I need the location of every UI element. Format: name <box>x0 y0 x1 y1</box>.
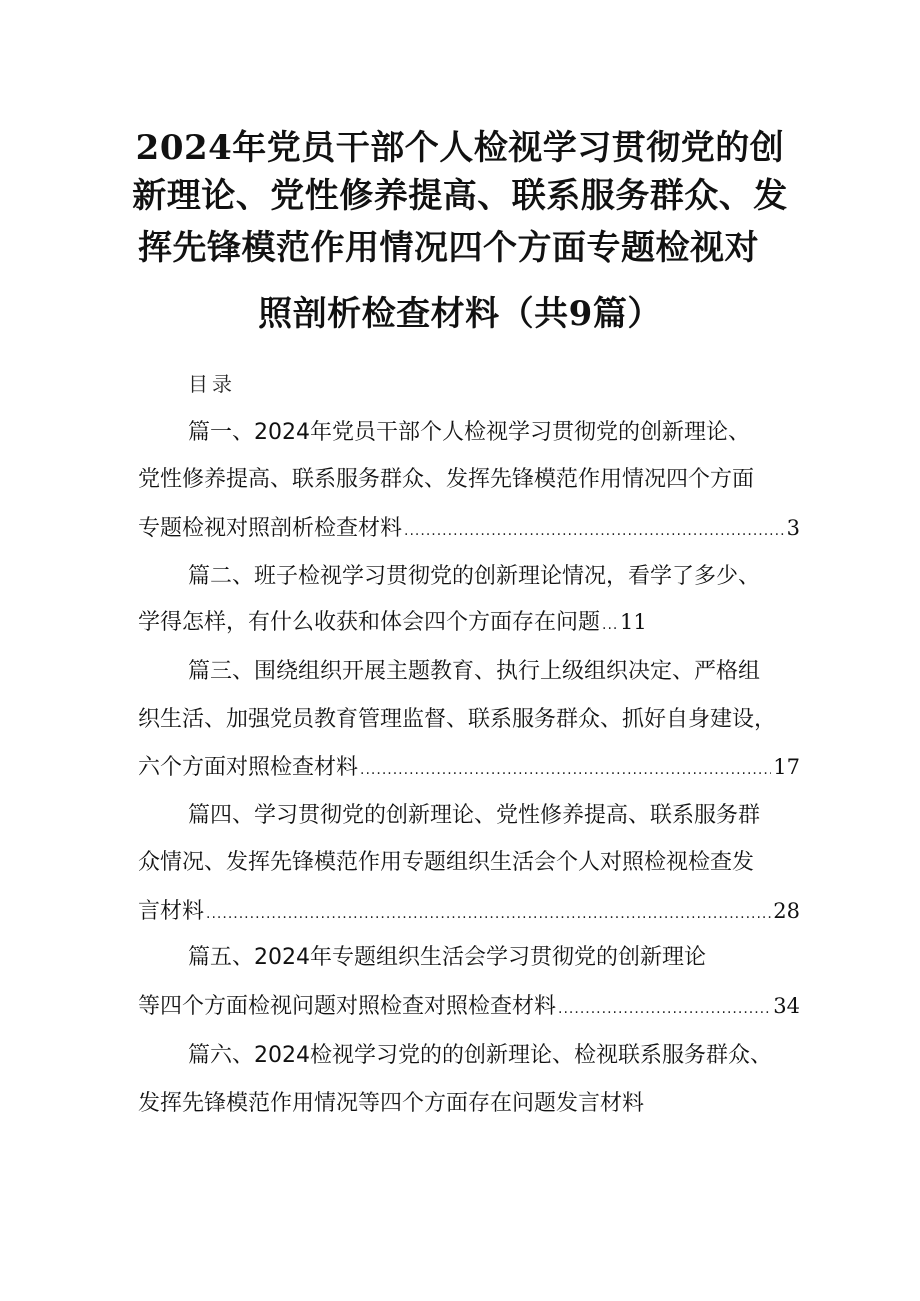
toc-entry-text: 篇一、2024年党员干部个人检视学习贯彻党的创新理论、 <box>188 420 750 445</box>
toc-entry-text: 篇六、2024检视学习党的的创新理论、检视联系服务群众、 <box>188 1043 772 1068</box>
toc-entry-5-line-1[interactable] <box>188 941 800 975</box>
toc-entry-text: 学得怎样，有什么收获和体会四个方面存在问题 <box>138 610 601 635</box>
toc-entry-6-line-1[interactable] <box>188 1039 800 1073</box>
toc-leader-dots <box>206 897 771 931</box>
toc-entry-text: 发挥先锋模范作用情况等四个方面存在问题发言材料 <box>138 1091 645 1116</box>
toc-entry-text: 党性修养提高、联系服务群众、发挥先锋模范作用情况四个方面 <box>138 467 755 492</box>
toc-leader-dots <box>602 608 618 642</box>
toc-entry-text: 织生活、加强党员教育管理监督、联系服务群众、抓好自身建设， <box>138 707 777 732</box>
toc-page-number: 17 <box>773 755 800 779</box>
toc-entry-5-line-2[interactable] <box>138 989 800 1023</box>
toc-entry-4-line-1[interactable] <box>188 799 800 833</box>
toc-entry-1-line-1[interactable] <box>188 416 800 450</box>
toc-page-number: 3 <box>786 516 800 540</box>
document-title-line-2: 新理论、党性修养提高、联系服务群众、发 <box>132 176 788 216</box>
toc-entry-text: 等四个方面检视问题对照检查对照检查材料 <box>138 994 557 1019</box>
toc-entry-2-line-2[interactable] <box>138 605 800 639</box>
toc-entry-text: 篇五、2024年专题组织生活会学习贯彻党的创新理论 <box>188 945 706 970</box>
toc-entry-text: 言材料 <box>138 899 205 924</box>
toc-entry-text: 篇二、班子检视学习贯彻党的创新理论情况，看学了多少、 <box>188 564 761 589</box>
toc-leader-dots <box>360 753 771 787</box>
toc-page-number: 34 <box>773 994 800 1018</box>
toc-entry-text: 专题检视对照剖析检查材料 <box>138 516 403 541</box>
document-title-line-4: 照剖析检查材料（共9篇） <box>258 294 662 334</box>
toc-entry-4-line-3[interactable] <box>138 894 800 928</box>
toc-entry-1-line-3[interactable] <box>138 511 800 545</box>
toc-entry-2-line-1[interactable] <box>188 560 800 594</box>
toc-entry-3-line-2[interactable] <box>138 703 800 737</box>
document-title-line-3: 挥先锋模范作用情况四个方面专题检视对 <box>138 228 759 268</box>
toc-entry-text: 篇四、学习贯彻党的创新理论、党性修养提高、联系服务群 <box>188 803 761 828</box>
toc-entry-6-line-2[interactable] <box>138 1087 800 1121</box>
toc-leader-dots <box>558 992 771 1026</box>
toc-entry-3-line-1[interactable] <box>188 655 800 689</box>
toc-page-number: 28 <box>773 899 800 923</box>
toc-page-number: 11 <box>620 610 647 634</box>
toc-entry-text: 六个方面对照检查材料 <box>138 755 359 780</box>
toc-heading: 目录 <box>188 372 236 396</box>
toc-entry-4-line-2[interactable] <box>138 846 800 880</box>
toc-entry-text: 众情况、发挥先锋模范作用专题组织生活会个人对照检视检查发 <box>138 850 755 875</box>
toc-entry-text: 篇三、围绕组织开展主题教育、执行上级组织决定、严格组 <box>188 659 761 684</box>
toc-leader-dots <box>404 514 785 548</box>
toc-entry-1-line-2[interactable] <box>138 463 800 497</box>
document-title-line-1: 2024年党员干部个人检视学习贯彻党的创 <box>135 128 785 168</box>
toc-entry-3-line-3[interactable] <box>138 750 800 784</box>
